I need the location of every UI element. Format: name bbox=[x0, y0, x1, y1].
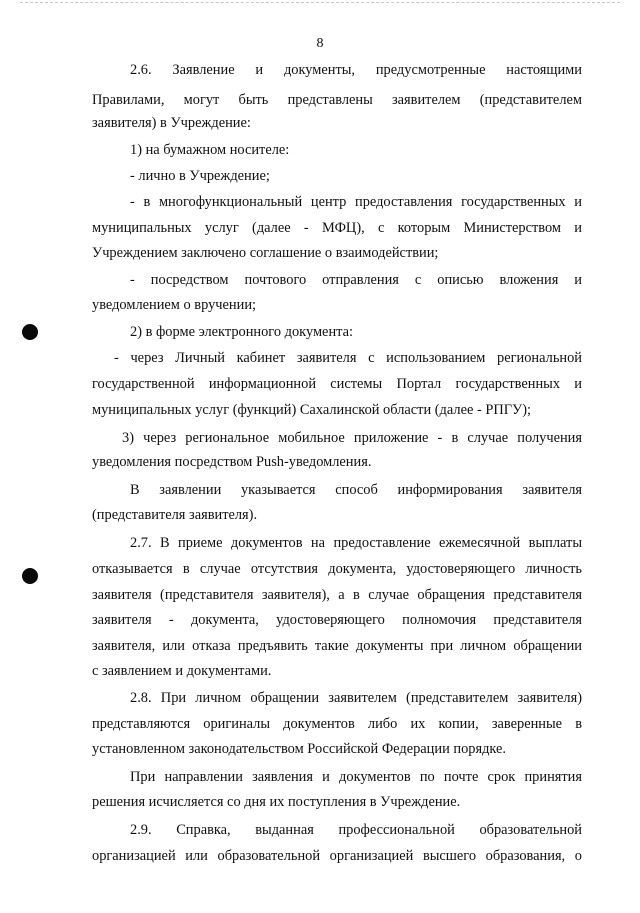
text-line: уведомлением о вручении; bbox=[92, 297, 257, 313]
text-line: установленном законодательством Российской Федерации порядке. bbox=[92, 741, 507, 757]
text-line: 2.8. При личном обращении заявителем (представителем заявителя) bbox=[130, 690, 582, 706]
text-line: заявителя) в Учреждение: bbox=[92, 115, 251, 131]
text-line: муниципальных услуг (функций) Сахалинской области (далее - РПГУ); bbox=[92, 402, 532, 418]
binder-hole-top bbox=[22, 324, 38, 340]
text-line: 3) через региональное мобильное приложение - в случае получения bbox=[122, 430, 582, 446]
text-line: Правилами, могут быть представлены заявителем (представителем bbox=[92, 92, 582, 108]
text-line: заявителя, или отказа предъявить такие документы при личном обращении bbox=[92, 638, 582, 654]
text-line: муниципальных услуг (далее - МФЦ), с которым Министерством и bbox=[92, 220, 582, 236]
text-line: 1) на бумажном носителе: bbox=[130, 142, 290, 158]
text-line: заявителя (представителя заявителя), а в случае обращения представителя bbox=[92, 587, 582, 603]
text-line: 2.9. Справка, выданная профессиональной образовательной bbox=[130, 822, 582, 838]
text-line: 2) в форме электронного документа: bbox=[130, 324, 353, 340]
text-line: с заявлением и документами. bbox=[92, 663, 272, 679]
text-line: (представителя заявителя). bbox=[92, 507, 258, 523]
scan-top-border bbox=[20, 2, 620, 3]
binder-hole-bottom bbox=[22, 568, 38, 584]
text-line: организацией или образовательной организацией высшего образования, о bbox=[92, 848, 582, 864]
text-line: - через Личный кабинет заявителя с использованием региональной bbox=[114, 350, 582, 366]
text-line: отказывается в случае отсутствия документа, удостоверяющего личность bbox=[92, 561, 582, 577]
text-line: Учреждением заключено соглашение о взаимодействии; bbox=[92, 245, 439, 261]
text-line: 2.7. В приеме документов на предоставление ежемесячной выплаты bbox=[130, 535, 582, 551]
text-line: представляются оригиналы документов либо их копии, заверенные в bbox=[92, 716, 582, 732]
text-line: - в многофункциональный центр предоставления государственных и bbox=[130, 194, 582, 210]
text-line: - лично в Учреждение; bbox=[130, 168, 270, 184]
text-line: государственной информационной системы Портал государственных и bbox=[92, 376, 582, 392]
text-line: заявителя - документа, удостоверяющего полномочия представителя bbox=[92, 612, 582, 628]
text-line: решения исчисляется со дня их поступления в Учреждение. bbox=[92, 794, 461, 810]
text-line: - посредством почтового отправления с описью вложения и bbox=[130, 272, 582, 288]
text-line: В заявлении указывается способ информирования заявителя bbox=[130, 482, 582, 498]
text-line: уведомления посредством Push-уведомления. bbox=[92, 454, 372, 470]
text-line: При направлении заявления и документов по почте срок принятия bbox=[130, 769, 582, 785]
page-number: 8 bbox=[316, 36, 324, 51]
text-line: 2.6. Заявление и документы, предусмотренные настоящими bbox=[130, 62, 582, 78]
